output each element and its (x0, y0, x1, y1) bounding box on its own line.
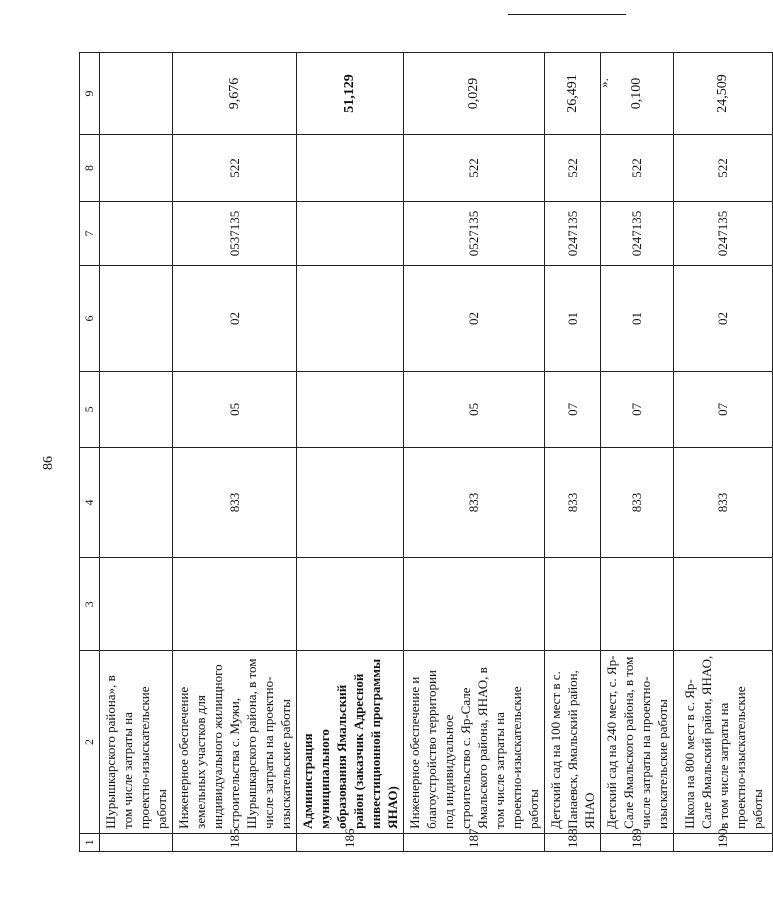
col-7-cell: 0537135 (173, 202, 297, 266)
col-8-cell: 522 (173, 134, 297, 201)
table-body (80, 53, 773, 852)
col-6-cell (297, 265, 404, 371)
col-6-cell: 01 (545, 265, 601, 371)
rotated-table-container (79, 53, 765, 852)
col-3-cell (545, 558, 601, 651)
top-rule (508, 14, 626, 15)
table-row (173, 53, 297, 852)
col-3-cell (297, 558, 404, 651)
col-9-cell: 51,129 (297, 53, 404, 135)
header-cell-5: 5 (80, 372, 100, 447)
col-4-cell: 833 (601, 447, 674, 558)
col-7-cell: 0247135 (674, 202, 773, 266)
col-5-cell: 05 (404, 372, 545, 447)
col-9-cell: 0,029 (404, 53, 545, 135)
col-7-cell (297, 202, 404, 266)
col-4-cell: 833 (404, 447, 545, 558)
table-row (100, 53, 173, 852)
col-4-cell: 833 (674, 447, 773, 558)
table-row (601, 53, 674, 852)
col-name-cell: Администрация муниципального образования Ямальский район (заказчик Адресной инвестиционной программы ЯНАО) (297, 651, 404, 834)
col-6-cell: 02 (173, 265, 297, 371)
col-8-cell: 522 (545, 134, 601, 201)
col-9-cell: 24,509 (674, 53, 773, 135)
col-name-cell: Шурышкарского района», в том числе затраты на проектно-изыскательские работы (100, 651, 173, 834)
col-5-cell: 07 (601, 372, 674, 447)
col-number-cell: 187 (404, 833, 545, 851)
col-name-cell: Школа на 800 мест в с. Яр-Сале Ямальский район, ЯНАО, в том числе затраты на проектно-изыскательские работы (674, 651, 773, 834)
header-cell-7: 7 (80, 202, 100, 266)
col-8-cell (297, 134, 404, 201)
col-number-cell: 186 (297, 833, 404, 851)
page-number: 86 (41, 456, 56, 470)
col-4-cell (100, 447, 173, 558)
col-number-cell: 190 (674, 833, 773, 851)
col-6-cell: 01 (601, 265, 674, 371)
col-4-cell: 833 (545, 447, 601, 558)
col-8-cell (100, 134, 173, 201)
col-name-cell: Инженерное обеспечение и благоустройство территории под индивидуальное строительство с. Яр-Сале Ямальского района, ЯНАО, в том числе затраты на проектно-изыскательские работы (404, 651, 545, 834)
col-number-cell: 188 (545, 833, 601, 851)
column-number-header-row (80, 53, 100, 852)
col-3-cell (674, 558, 773, 651)
table-row (297, 53, 404, 852)
col-name-cell: Детский сад на 240 мест, с. Яр-Сале Ямальского района, в том числе затраты на проектно-изыскательские работы (601, 651, 674, 834)
col-6-cell: 02 (404, 265, 545, 371)
col-5-cell: 07 (545, 372, 601, 447)
col-name-cell: Детский сад на 100 мест в с. Панаевск, Ямальский район, ЯНАО (545, 651, 601, 834)
col-8-cell: 522 (404, 134, 545, 201)
col-5-cell: 05 (173, 372, 297, 447)
col-9-cell (100, 53, 173, 135)
table-row (545, 53, 601, 852)
col-number-cell: 185 (173, 833, 297, 851)
col-4-cell: 833 (173, 447, 297, 558)
table-row (674, 53, 773, 852)
header-cell-8: 8 (80, 134, 100, 201)
col-9-cell: 0,100 (601, 53, 674, 135)
header-cell-2: 2 (80, 651, 100, 834)
col-8-cell: 522 (601, 134, 674, 201)
col-9-cell: 9,676 (173, 53, 297, 135)
col-number-cell: 189 (601, 833, 674, 851)
col-7-cell (100, 202, 173, 266)
col-3-cell (173, 558, 297, 651)
col-3-cell (601, 558, 674, 651)
col-6-cell: 02 (674, 265, 773, 371)
col-name-cell: Инженерное обеспечение земельных участков для индивидуального жилищного строительства с. Мужи, Шурышкарского района, в том числе затраты на проектно-изыскательские работы (173, 651, 297, 834)
col-7-cell: 0247135 (545, 202, 601, 266)
col-7-cell: 0527135 (404, 202, 545, 266)
budget-table (79, 52, 773, 852)
col-4-cell (297, 447, 404, 558)
col-3-cell (404, 558, 545, 651)
table-row (404, 53, 545, 852)
col-3-cell (100, 558, 173, 651)
header-cell-6: 6 (80, 265, 100, 371)
header-cell-9: 9 (80, 53, 100, 135)
col-5-cell (297, 372, 404, 447)
col-9-cell: 26,491 (545, 53, 601, 135)
col-5-cell: 07 (674, 372, 773, 447)
col-5-cell (100, 372, 173, 447)
closing-quote-mark: ». (596, 78, 611, 88)
col-number-cell (100, 833, 173, 851)
header-cell-4: 4 (80, 447, 100, 558)
header-cell-3: 3 (80, 558, 100, 651)
col-6-cell (100, 265, 173, 371)
col-7-cell: 0247135 (601, 202, 674, 266)
header-cell-1: 1 (80, 833, 100, 851)
col-8-cell: 522 (674, 134, 773, 201)
